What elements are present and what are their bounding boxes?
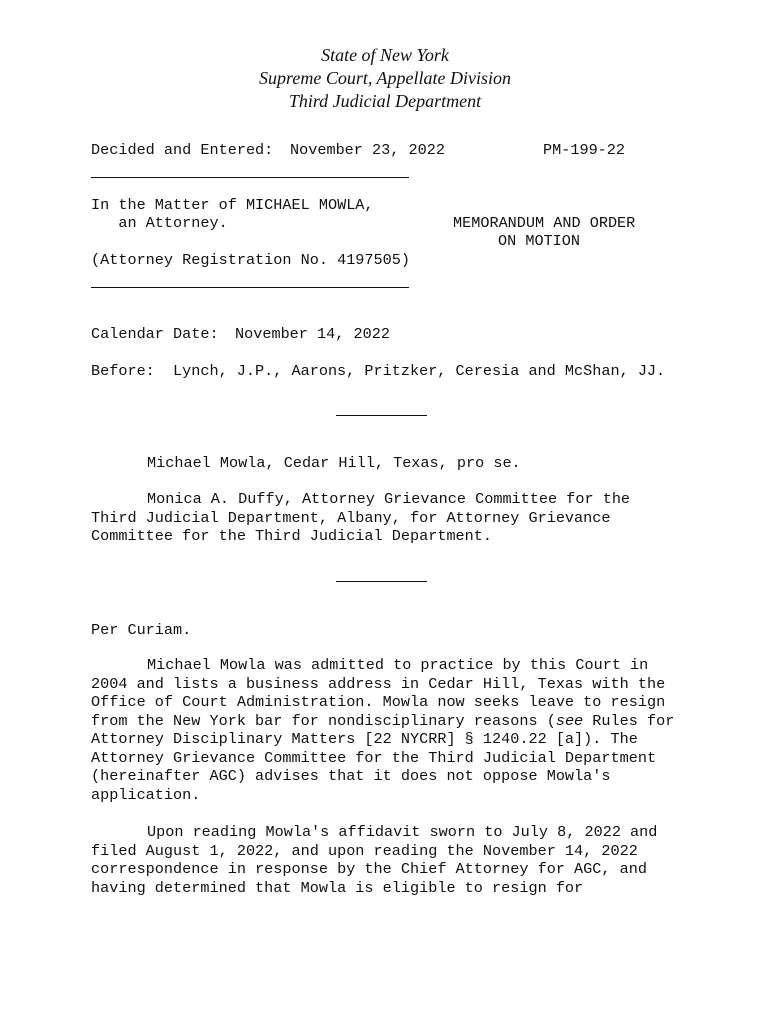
judges-list: Lynch, J.P., Aarons, Pritzker, Ceresia and McShan, JJ. [173, 362, 666, 380]
order-title-line-1: MEMORANDUM AND ORDER [453, 214, 636, 232]
header-state: State of New York [321, 45, 449, 65]
court-header [0, 44, 770, 113]
order-title-line-2: ON MOTION [498, 232, 581, 250]
opinion-paragraph-2 [91, 823, 671, 897]
decided-label: Decided and Entered: [91, 141, 274, 159]
before-label: Before: [91, 362, 155, 380]
matter-line-1: In the Matter of MICHAEL MOWLA, [91, 196, 374, 214]
caption-bottom-rule [91, 287, 409, 288]
paragraph-1-text-a: Michael Mowla was admitted to practice by this Court in 2004 and lists a business address in Cedar Hill, Texas with the Office of Court Administration. Mowla now seeks leave to resign from the New York bar for nondisciplinary reasons ( [91, 656, 666, 730]
calendar-label: Calendar Date: [91, 325, 219, 343]
docket-number: PM-199-22 [543, 141, 626, 159]
header-court: Supreme Court, Appellate Division [259, 68, 511, 88]
separator-rule-2 [336, 581, 427, 582]
separator-rule-1 [336, 415, 427, 416]
appearance-respondent-text: Michael Mowla, Cedar Hill, Texas, pro se. [147, 454, 521, 472]
appearance-agc [91, 490, 651, 546]
opinion-paragraph-1 [91, 656, 681, 804]
appearance-respondent [91, 454, 691, 473]
appearance-agc-text: Monica A. Duffy, Attorney Grievance Committee for the Third Judicial Department, Albany, for Attorney Grievance Committee for the Third Judicial Department. [91, 490, 631, 545]
matter-line-2: an Attorney. [91, 214, 228, 232]
decided-date: November 23, 2022 [290, 141, 445, 159]
calendar-date: November 14, 2022 [235, 325, 390, 343]
citation-signal-see: see [555, 711, 584, 730]
per-curiam: Per Curiam. [91, 621, 192, 639]
header-department: Third Judicial Department [288, 91, 482, 111]
paragraph-1-text-b: Rules for Attorney Disciplinary Matters [22 NYCRR] § 1240.22 [a]). The Attorney Grievance Committee for the Third Judicial Department (hereinafter AGC) advises that it does not oppose Mowla's application. [91, 711, 675, 804]
registration-number: (Attorney Registration No. 4197505) [91, 251, 410, 269]
paragraph-2-text: Upon reading Mowla's affidavit sworn to July 8, 2022 and filed August 1, 2022, and upon reading the November 14, 2022 correspondence in response by the Chief Attorney for AGC, and having determined that Mowla is eligible to resign for [91, 823, 658, 897]
caption-top-rule [91, 177, 409, 178]
